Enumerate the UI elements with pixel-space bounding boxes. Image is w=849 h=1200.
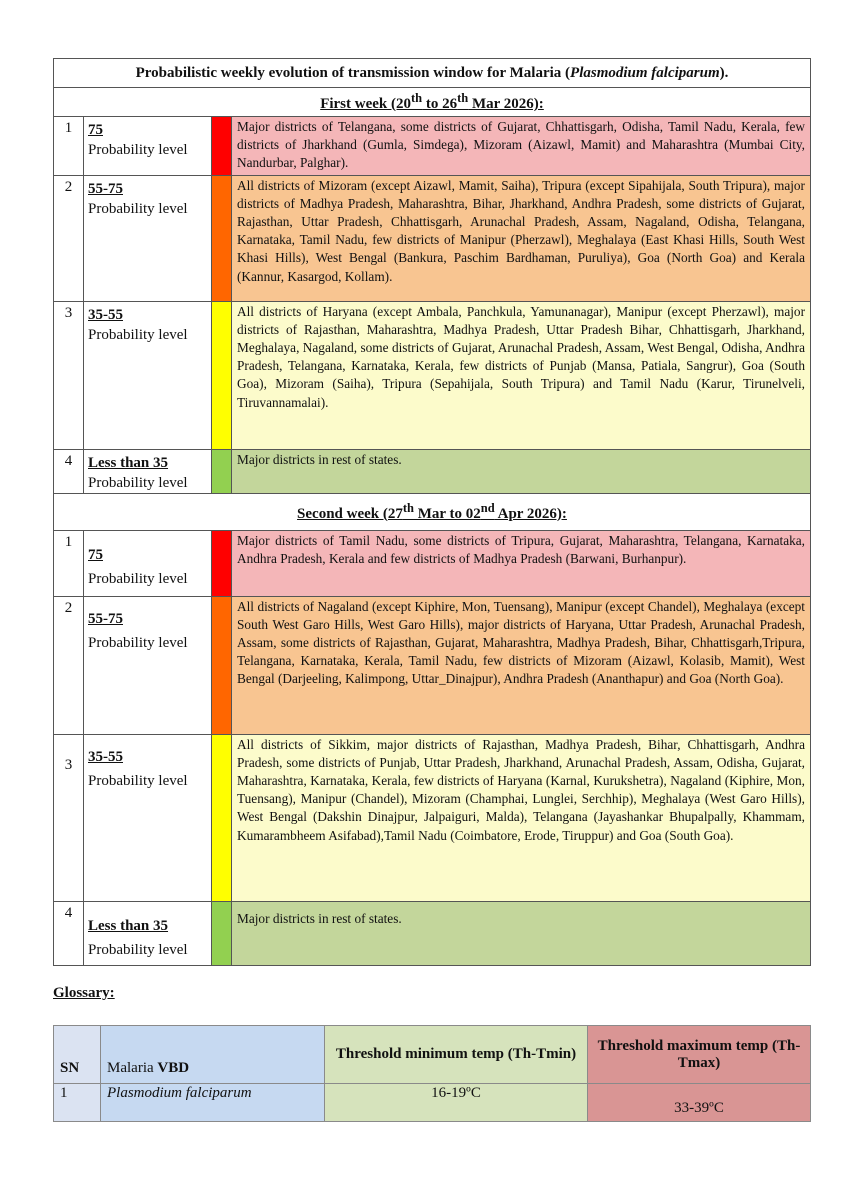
row-sn: 3 xyxy=(54,301,84,449)
probability-cell xyxy=(84,117,212,176)
week1-row-2 xyxy=(54,175,811,301)
glossary-col-vbd: Malaria VBD xyxy=(101,1026,325,1084)
probability-cell xyxy=(84,734,212,901)
color-swatch-green xyxy=(212,449,232,493)
week2-row-3 xyxy=(54,734,811,901)
color-swatch-orange xyxy=(212,596,232,734)
glossary-row-sn: 1 xyxy=(54,1084,101,1122)
row-sn: 4 xyxy=(54,449,84,493)
glossary-row-max: 33-39ºC xyxy=(588,1084,811,1122)
probability-cell xyxy=(84,301,212,449)
district-description: All districts of Nagaland (except Kiphire, Mon, Tuensang), Manipur (except Chandel), Meghalaya (except South West Garo Hills, West Garo Hills), major districts of Haryana, Uttar Pradesh, Arunachal Pradesh, Assam, some districts of Rajasthan, Gujarat, Maharashtra, Madhya Pradesh, Bihar, Chhattisgarh,Tripura, Telangana, Karnataka, Kerala, Tamil Nadu, few districts of Mizoram (Aizawl, Kolasib, Mamit), West Bengal (Darjeeling, Kalimpong, Uttar_Dinajpur), Andhra Pradesh (Ananthapur) and Goa (North Goa). xyxy=(232,596,811,734)
probability-label: Probability level xyxy=(88,474,188,491)
week2-row-2 xyxy=(54,596,811,734)
glossary-col-sn: SN xyxy=(54,1026,101,1084)
district-description: Major districts in rest of states. xyxy=(232,901,811,965)
probability-cell xyxy=(84,596,212,734)
probability-cell xyxy=(84,175,212,301)
probability-label: Probability level xyxy=(88,634,188,651)
probability-value: 75 xyxy=(88,546,103,563)
row-sn: 4 xyxy=(54,901,84,965)
glossary-header-row xyxy=(54,1026,811,1084)
week2-row-4 xyxy=(54,901,811,965)
color-swatch-red xyxy=(212,117,232,176)
glossary-row-vbd: Plasmodium falciparum xyxy=(101,1084,325,1122)
row-sn: 2 xyxy=(54,596,84,734)
probability-label: Probability level xyxy=(88,772,188,789)
probability-cell xyxy=(84,449,212,493)
week2-heading: Second week (27th Mar to 02nd Apr 2026): xyxy=(54,493,811,530)
week2-row-1 xyxy=(54,530,811,596)
probability-cell xyxy=(84,901,212,965)
district-description: Major districts of Telangana, some districts of Gujarat, Chhattisgarh, Odisha, Tamil Nadu, Kerala, few districts of Jharkhand (Gumla, Simdega), Mizoram (Aizawl, Mamit) and Maharashtra (Mumbai City, Nandurbar, Palghar). xyxy=(232,117,811,176)
glossary-row xyxy=(54,1084,811,1122)
glossary-col-min: Threshold minimum temp (Th-Tmin) xyxy=(325,1026,588,1084)
week1-row-3 xyxy=(54,301,811,449)
probability-value: 55-75 xyxy=(88,180,123,197)
row-sn: 3 xyxy=(54,734,84,901)
glossary-table xyxy=(53,1025,811,1122)
glossary-row-min: 16-19ºC xyxy=(325,1084,588,1122)
transmission-window-table xyxy=(53,58,811,966)
district-description: All districts of Haryana (except Ambala, Panchkula, Yamunanagar), Manipur (except Pherzawl), major districts of Rajasthan, Maharashtra, Madhya Pradesh, Uttar Pradesh Bihar, Chhattisgarh, Jharkhand, Meghalaya, Nagaland, some districts of Gujarat, Arunachal Pradesh, Assam, West Bengal, Odisha, Andhra Pradesh, Telangana, Karnataka, Kerala, few districts of Punjab (Mansa, Patiala, Sangrur), Goa (South Goa), Mizoram (Saiha), Tripura (Sepahijala, South Tripura) and Tamil Nadu (Karur, Tirunelveli, Tiruvannamalai). xyxy=(232,301,811,449)
week1-row-4 xyxy=(54,449,811,493)
table-title: Probabilistic weekly evolution of transmission window for Malaria (Plasmodium falciparum). xyxy=(54,59,811,88)
probability-label: Probability level xyxy=(88,941,188,958)
probability-label: Probability level xyxy=(88,326,188,343)
probability-value: 75 xyxy=(88,122,103,138)
district-description: All districts of Sikkim, major districts of Rajasthan, Madhya Pradesh, Bihar, Chhattisgarh, Andhra Pradesh, some districts of Punjab, Uttar Pradesh, Jharkhand, Arunachal Pradesh, Assam, Odisha, Gujarat, Maharashtra, Karnataka, Kerala, few districts of Haryana (Karnal, Kurukshetra), Nagaland (Kiphire, Mon, Tuensang), Manipur (Chandel), Mizoram (Champhai, Lunglei, Serchhip), Meghalaya (West Garo Hills), West Bengal (Dakshin Dinajpur, Jalpaiguri, Malda), Telangana (Jayashankar Bhupalpally, Khammam, Kumarambheem Asifabad),Tamil Nadu (Coimbatore, Erode, Tiruppur) and Goa (South Goa). xyxy=(232,734,811,901)
probability-value: 55-75 xyxy=(88,610,123,627)
district-description: Major districts in rest of states. xyxy=(232,449,811,493)
probability-label: Probability level xyxy=(88,142,188,158)
district-description: All districts of Mizoram (except Aizawl, Mamit, Saiha), Tripura (except Sipahijala, South Tripura), major districts of Madhya Pradesh, Maharashtra, Bihar, Jharkhand, Andhra Pradesh, some districts of Gujarat, Rajasthan, Uttar Pradesh, Chhattisgarh, Arunachal Pradesh, Assam, Nagaland, Odisha, Telangana, Karnataka, Tamil Nadu, few districts of Manipur (Pherzawl), Meghalaya (East Khasi Hills, South West Khasi Hills), West Bengal (Bankura, Paschim Bardhaman, Puruliya), Goa (North Goa) and Kerala (Kannur, Kasargod, Kollam). xyxy=(232,175,811,301)
color-swatch-orange xyxy=(212,175,232,301)
glossary-col-max: Threshold maximum temp (Th-Tmax) xyxy=(588,1026,811,1084)
glossary-heading: Glossary: xyxy=(53,985,115,1001)
color-swatch-green xyxy=(212,901,232,965)
probability-value: Less than 35 xyxy=(88,454,169,471)
row-sn: 1 xyxy=(54,530,84,596)
week1-heading: First week (20th to 26th Mar 2026): xyxy=(54,88,811,117)
probability-label: Probability level xyxy=(88,200,188,217)
probability-value: Less than 35 xyxy=(88,917,169,934)
probability-value: 35-55 xyxy=(88,306,123,323)
week1-row-1 xyxy=(54,117,811,176)
color-swatch-yellow xyxy=(212,734,232,901)
color-swatch-yellow xyxy=(212,301,232,449)
probability-label: Probability level xyxy=(88,570,188,587)
district-description: Major districts of Tamil Nadu, some districts of Tripura, Gujarat, Maharashtra, Telangana, Karnataka, Andhra Pradesh, Kerala and few districts of Madhya Pradesh (Barwani, Burhanpur). xyxy=(232,530,811,596)
row-sn: 1 xyxy=(54,117,84,176)
row-sn: 2 xyxy=(54,175,84,301)
probability-cell xyxy=(84,530,212,596)
probability-value: 35-55 xyxy=(88,748,123,765)
color-swatch-red xyxy=(212,530,232,596)
